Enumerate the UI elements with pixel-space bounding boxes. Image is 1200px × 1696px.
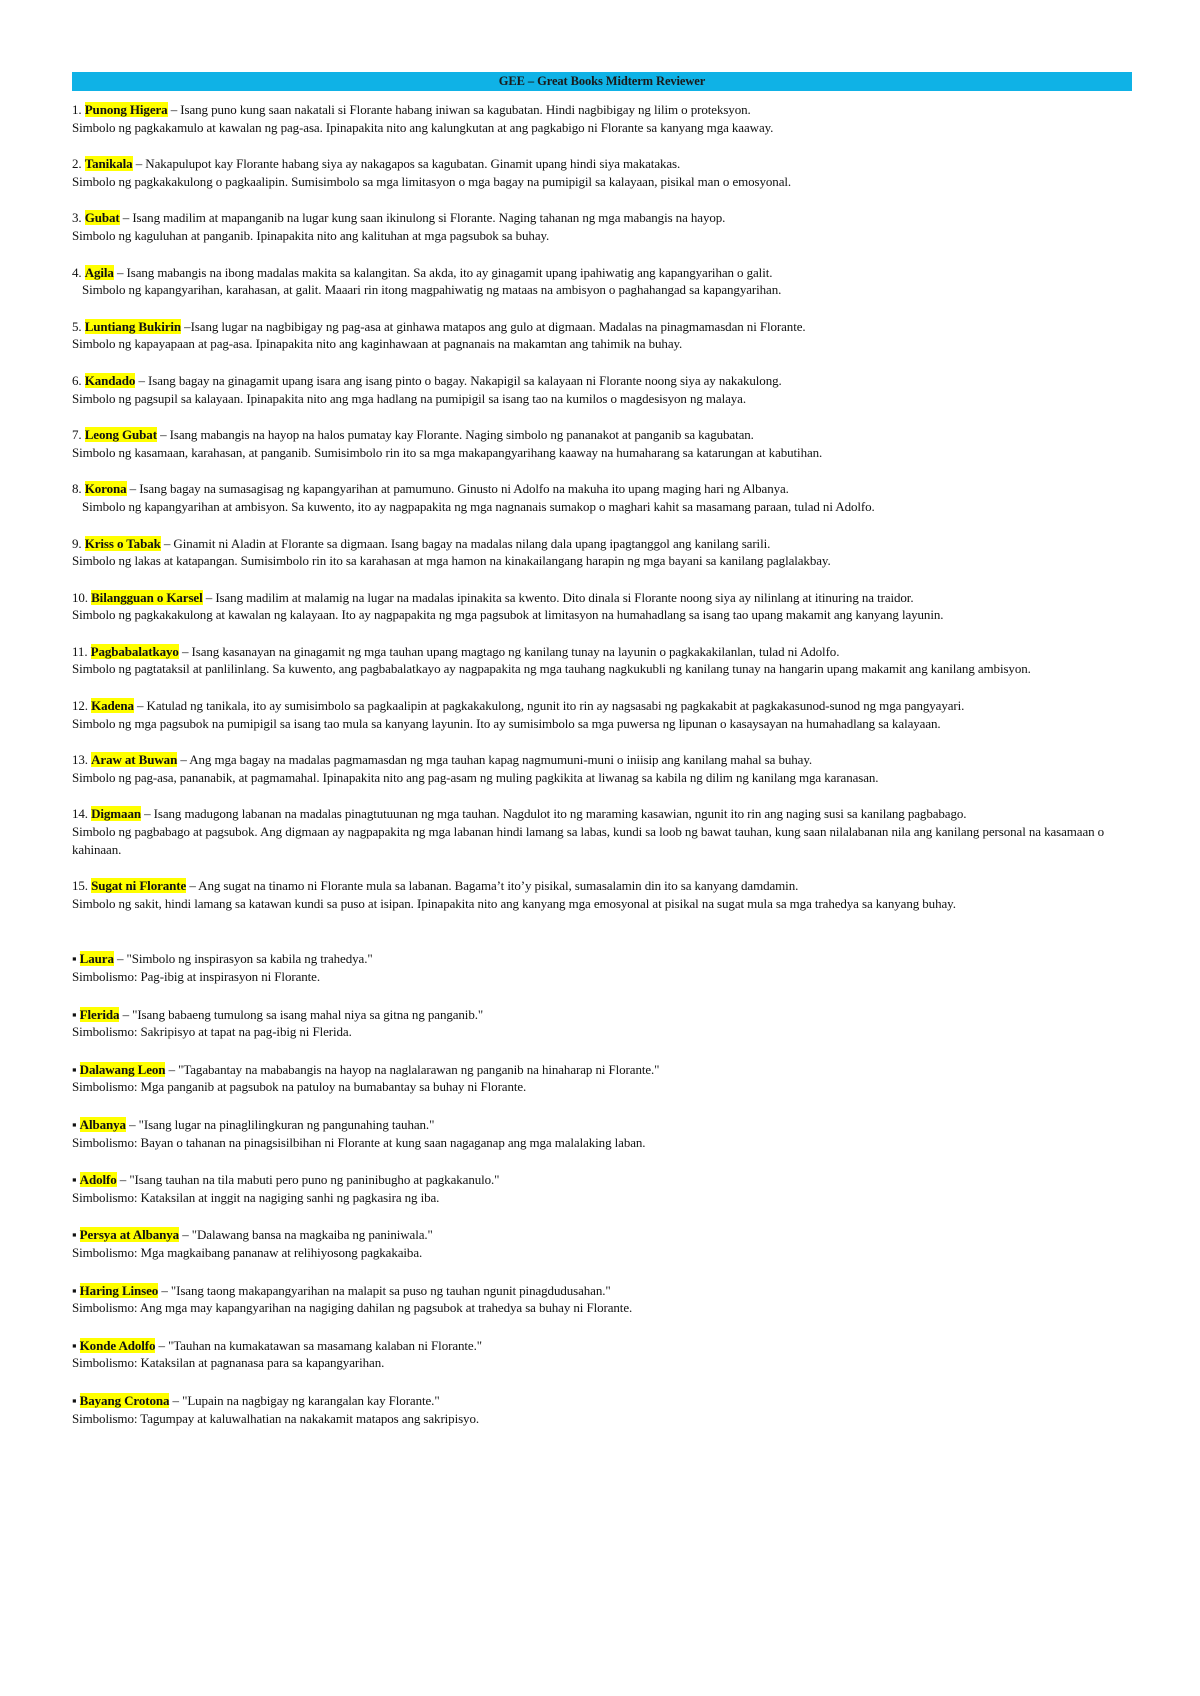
character-quote: – "Dalawang bansa na magkaiba ng paniniwala." — [179, 1227, 433, 1243]
entry-term: Leong Gubat — [84, 427, 157, 443]
character-entry — [72, 1116, 1132, 1151]
character-name: Persya at Albanya — [79, 1227, 180, 1243]
character-quote: – "Isang taong makapangyarihan na malapit sa puso ng tauhan ngunit pinagdudusahan." — [158, 1282, 611, 1298]
character-entry — [72, 1061, 1132, 1096]
entry-number: 15. — [72, 878, 88, 894]
character-quote: – "Lupain na nagbigay ng karangalan kay Florante." — [169, 1392, 440, 1408]
character-name: Adolfo — [79, 1172, 117, 1188]
entry-symbolism: Simbolo ng pagtataksil at panlilinlang. Sa kuwento, ang pagbabalatkayo ay nagpapakita ng mga tauhang nagkukubli ng kanilang tunay na hangarin upang makamit ang kanilang ambisyon. — [72, 661, 1031, 677]
entry-description: – Isang madilim at mapanganib na lugar kung saan ikinulong si Florante. Naging tahanan ng mga mabangis na hayop. — [119, 210, 726, 226]
character-quote: – "Tauhan na kumakatawan sa masamang kalaban ni Florante." — [155, 1337, 482, 1353]
character-quote: – "Isang lugar na pinaglilingkuran ng pangunahing tauhan." — [125, 1116, 435, 1132]
character-name: Konde Adolfo — [79, 1337, 156, 1353]
entry-symbolism: Simbolo ng pagbabago at pagsubok. Ang digmaan ay nagpapakita ng mga labanan hindi lamang sa labas, kundi sa loob ng bawat tauhan, kung saan nilalabanan nila ang kanilang personal na kasamaan o kahinaan. — [72, 824, 1105, 857]
entry-description: – Isang kasanayan na ginagamit ng mga tauhan upang magtago ng kanilang tunay na layunin o pagkakakilanlan, tulad ni Adolfo. — [178, 643, 840, 659]
entry-symbolism: Simbolo ng kapangyarihan, karahasan, at galit. Maaari rin itong magpahiwatig ng mataas na ambisyon o paghahangad sa kapangyarihan. — [82, 282, 782, 298]
entry-term: Gubat — [84, 210, 120, 226]
character-symbolism: Simbolismo: Mga magkaibang pananaw at relihiyosong pagkakaiba. — [72, 1244, 423, 1260]
character-name: Dalawang Leon — [79, 1061, 166, 1077]
bullet-icon: ▪ — [72, 1172, 80, 1188]
entry-number: 11. — [72, 643, 88, 659]
symbol-entry — [72, 805, 1132, 858]
entry-number: 5. — [72, 318, 82, 334]
symbol-entry — [72, 209, 1132, 244]
character-quote: – "Tagabantay na mababangis na hayop na naglalarawan ng panganib na hinaharap ni Florante." — [165, 1061, 660, 1077]
symbol-entry — [72, 155, 1132, 190]
entry-number: 6. — [72, 372, 82, 388]
entry-term: Korona — [84, 481, 127, 497]
symbol-entry — [72, 877, 1132, 912]
character-entry — [72, 1392, 1132, 1427]
character-symbolism: Simbolismo: Kataksilan at inggit na nagiging sanhi ng pagkasira ng iba. — [72, 1189, 440, 1205]
character-symbolism: Simbolismo: Tagumpay at kaluwalhatian na nakakamit matapos ang sakripisyo. — [72, 1410, 480, 1426]
character-entry — [72, 1006, 1132, 1041]
character-quote: – "Isang babaeng tumulong sa isang mahal niya sa gitna ng panganib." — [119, 1006, 484, 1022]
entry-term: Luntiang Bukirin — [84, 318, 182, 334]
bullet-icon: ▪ — [72, 1282, 80, 1298]
entry-number: 2. — [72, 156, 82, 172]
entry-symbolism: Simbolo ng mga pagsubok na pumipigil sa isang tao mula sa kanyang layunin. Ito ay sumisimbolo sa mga puwersa ng lipunan o kasaysayan na humahadlang sa kalayaan. — [72, 715, 941, 731]
symbol-entry — [72, 101, 1132, 136]
entry-symbolism: Simbolo ng pagsupil sa kalayaan. Ipinapakita nito ang mga hadlang na pumipigil sa isang tao na kumilos o magdesisyon ng malaya. — [72, 390, 747, 406]
character-name: Albanya — [79, 1116, 126, 1132]
entry-number: 9. — [72, 535, 82, 551]
entry-term: Bilangguan o Karsel — [91, 589, 203, 605]
entry-number: 14. — [72, 806, 88, 822]
entry-number: 3. — [72, 210, 82, 226]
entry-symbolism: Simbolo ng pagkakakulong o pagkaalipin. Sumisimbolo sa mga limitasyon o mga bagay na pumipigil sa kalayaan, pisikal man o emosyonal. — [72, 173, 792, 189]
character-quote: – "Isang tauhan na tila mabuti pero puno ng paninibugho at pagkakanulo." — [116, 1172, 500, 1188]
character-symbolism: Simbolismo: Bayan o tahanan na pinagsisilbihan ni Florante at kung saan nagaganap ang mga malalaking laban. — [72, 1134, 646, 1150]
entry-description: – Katulad ng tanikala, ito ay sumisimbolo sa pagkaalipin at pagkakakulong, ngunit ito rin ay nagsasabi ng pagkakabit at pagkakasunod-sunod ng mga pangyayari. — [133, 698, 965, 714]
entry-description: – Isang mabangis na hayop na halos pumatay kay Florante. Naging simbolo ng pananakot at panganib sa kagubatan. — [156, 427, 754, 443]
entry-description: –Isang lugar na nagbibigay ng pag-asa at ginhawa matapos ang gulo at digmaan. Madalas na pinagmamasdan ni Florante. — [181, 318, 806, 334]
character-symbolism: Simbolismo: Kataksilan at pagnanasa para sa kapangyarihan. — [72, 1355, 385, 1371]
entry-description: – Isang bagay na ginagamit upang isara ang isang pinto o bagay. Nakapigil sa kalayaan ni Florante noong siya ay nakakulong. — [135, 372, 782, 388]
entry-symbolism: Simbolo ng kapayapaan at pag-asa. Ipinapakita nito ang kaginhawaan at pagnanais na makamtan ang tahimik na buhay. — [72, 336, 683, 352]
character-name: Bayang Crotona — [79, 1392, 170, 1408]
symbol-entry — [72, 264, 1132, 299]
character-name: Haring Linseo — [79, 1282, 159, 1298]
symbol-entry — [72, 426, 1132, 461]
entry-symbolism: Simbolo ng kapangyarihan at ambisyon. Sa kuwento, ito ay nagpapakita ng mga nagnanais sumakop o maghari kahit sa masamang paraan, tulad ni Adolfo. — [82, 498, 875, 514]
entry-number: 8. — [72, 481, 82, 497]
bullet-icon: ▪ — [72, 951, 80, 967]
entry-term: Kriss o Tabak — [84, 535, 161, 551]
character-name: Laura — [79, 951, 114, 967]
entry-number: 12. — [72, 698, 88, 714]
character-name: Flerida — [79, 1006, 120, 1022]
character-symbolism: Simbolismo: Sakripisyo at tapat na pag-ibig ni Flerida. — [72, 1024, 352, 1040]
entry-description: – Ang mga bagay na madalas pagmamasdan ng mga tauhan kapag nagmumuni-muni o iniisip ang kanilang mahal sa buhay. — [177, 752, 813, 768]
entry-term: Araw at Buwan — [91, 752, 178, 768]
entry-description: – Isang bagay na sumasagisag ng kapangyarihan at pamumuno. Ginusto ni Adolfo na makuha ito upang maging hari ng Albanya. — [126, 481, 789, 497]
character-symbolism: Simbolismo: Pag-ibig at inspirasyon ni Florante. — [72, 969, 320, 984]
entry-symbolism: Simbolo ng sakit, hindi lamang sa katawan kundi sa puso at isipan. Ipinapakita nito ang kanyang mga emosyonal at pisikal na sugat mula sa mga trahedya sa kanyang buhay. — [72, 895, 956, 911]
entry-symbolism: Simbolo ng kasamaan, karahasan, at panganib. Sumisimbolo rin ito sa mga makapangyarihang kaaway na humaharang sa katarungan at kabutihan. — [72, 444, 823, 460]
entry-symbolism: Simbolo ng pagkakakulong at kawalan ng kalayaan. Ito ay nagpapakita ng mga pagsubok at limitasyon na humahadlang sa isang tao upang makamit ang kanyang layunin. — [72, 607, 944, 623]
entry-symbolism: Simbolo ng lakas at katapangan. Sumisimbolo rin ito sa karahasan at mga hamon na kinakailangang harapin ng mga bayani sa kanilang paglalakbay. — [72, 553, 831, 569]
entry-description: – Ginamit ni Aladin at Florante sa digmaan. Isang bagay na madalas nilang dala upang ipagtanggol ang kanilang sarili. — [160, 535, 771, 551]
entry-description: – Ang sugat na tinamo ni Florante mula sa labanan. Bagama’t ito’y pisikal, sumasalamin din ito sa kanyang damdamin. — [186, 878, 799, 894]
entry-term: Punong Higera — [84, 102, 168, 117]
character-entry — [72, 950, 1132, 985]
entry-term: Agila — [84, 264, 114, 280]
entry-number: 1. — [72, 102, 82, 117]
entry-symbolism: Simbolo ng pag-asa, pananabik, at pagmamahal. Ipinapakita nito ang pag-asam ng muling pagkikita at liwanag sa kabila ng dilim ng kanilang mga karanasan. — [72, 769, 879, 785]
entry-number: 7. — [72, 427, 82, 443]
entry-term: Kandado — [84, 372, 136, 388]
entry-term: Kadena — [91, 698, 134, 714]
entry-description: – Isang madugong labanan na madalas pinagtutuunan ng mga tauhan. Nagdulot ito ng maraming kasawian, ngunit ito rin ang naging susi sa kanilang pagbabago. — [140, 806, 967, 822]
entry-number: 4. — [72, 264, 82, 280]
character-symbolism: Simbolismo: Ang mga may kapangyarihan na nagiging dahilan ng pagsubok at trahedya sa buhay ni Florante. — [72, 1300, 633, 1316]
bullet-icon: ▪ — [72, 1006, 80, 1022]
character-symbolism: Simbolismo: Mga panganib at pagsubok na patuloy na bumabantay sa buhay ni Florante. — [72, 1079, 527, 1095]
entry-symbolism: Simbolo ng pagkakamulo at kawalan ng pag-asa. Ipinapakita nito ang kalungkutan at ang pagkabigo ni Florante sa kanyang mga kaaway. — [72, 119, 774, 135]
document-page — [72, 0, 1132, 1447]
character-list — [72, 950, 1132, 1427]
entry-description: – Nakapulupot kay Florante habang siya ay nakagapos sa kagubatan. Ginamit upang hindi siya makatakas. — [132, 156, 681, 172]
entry-number: 10. — [72, 589, 88, 605]
entry-description: – Isang puno kung saan nakatali si Florante habang iniwan sa kagubatan. Hindi nagbibigay ng lilim o proteksyon. — [167, 102, 751, 117]
bullet-icon: ▪ — [72, 1227, 80, 1243]
symbol-entry — [72, 318, 1132, 353]
symbol-entries — [72, 101, 1132, 912]
bullet-icon: ▪ — [72, 1392, 80, 1408]
document-title: GEE – Great Books Midterm Reviewer — [72, 72, 1132, 91]
entry-description: – Isang mabangis na ibong madalas makita sa kalangitan. Sa akda, ito ay ginagamit upang ipahiwatig ang kapangyarihan o galit. — [113, 264, 773, 280]
bullet-icon: ▪ — [72, 1061, 80, 1077]
bullet-icon: ▪ — [72, 1116, 80, 1132]
entry-term: Pagbabalatkayo — [90, 643, 179, 659]
character-entry — [72, 1171, 1132, 1206]
character-entry — [72, 1226, 1132, 1261]
entry-term: Tanikala — [84, 156, 133, 172]
entry-term: Digmaan — [91, 806, 141, 822]
symbol-entry — [72, 480, 1132, 515]
entry-symbolism: Simbolo ng kaguluhan at panganib. Ipinapakita nito ang kalituhan at mga pagsubok sa buhay. — [72, 227, 550, 243]
character-quote: – "Simbolo ng inspirasyon sa kabila ng trahedya." — [113, 951, 373, 967]
symbol-entry — [72, 697, 1132, 732]
symbol-entry — [72, 751, 1132, 786]
character-entry — [72, 1337, 1132, 1372]
entry-description: – Isang madilim at malamig na lugar na madalas ipinakita sa kwento. Dito dinala si Florante noong siya ay nilinlang at itinuring na traidor. — [202, 589, 914, 605]
entry-term: Sugat ni Florante — [91, 878, 187, 894]
symbol-entry — [72, 589, 1132, 624]
character-entry — [72, 1282, 1132, 1317]
symbol-entry — [72, 643, 1132, 678]
bullet-icon: ▪ — [72, 1337, 80, 1353]
symbol-entry — [72, 535, 1132, 570]
entry-number: 13. — [72, 752, 88, 768]
symbol-entry — [72, 372, 1132, 407]
